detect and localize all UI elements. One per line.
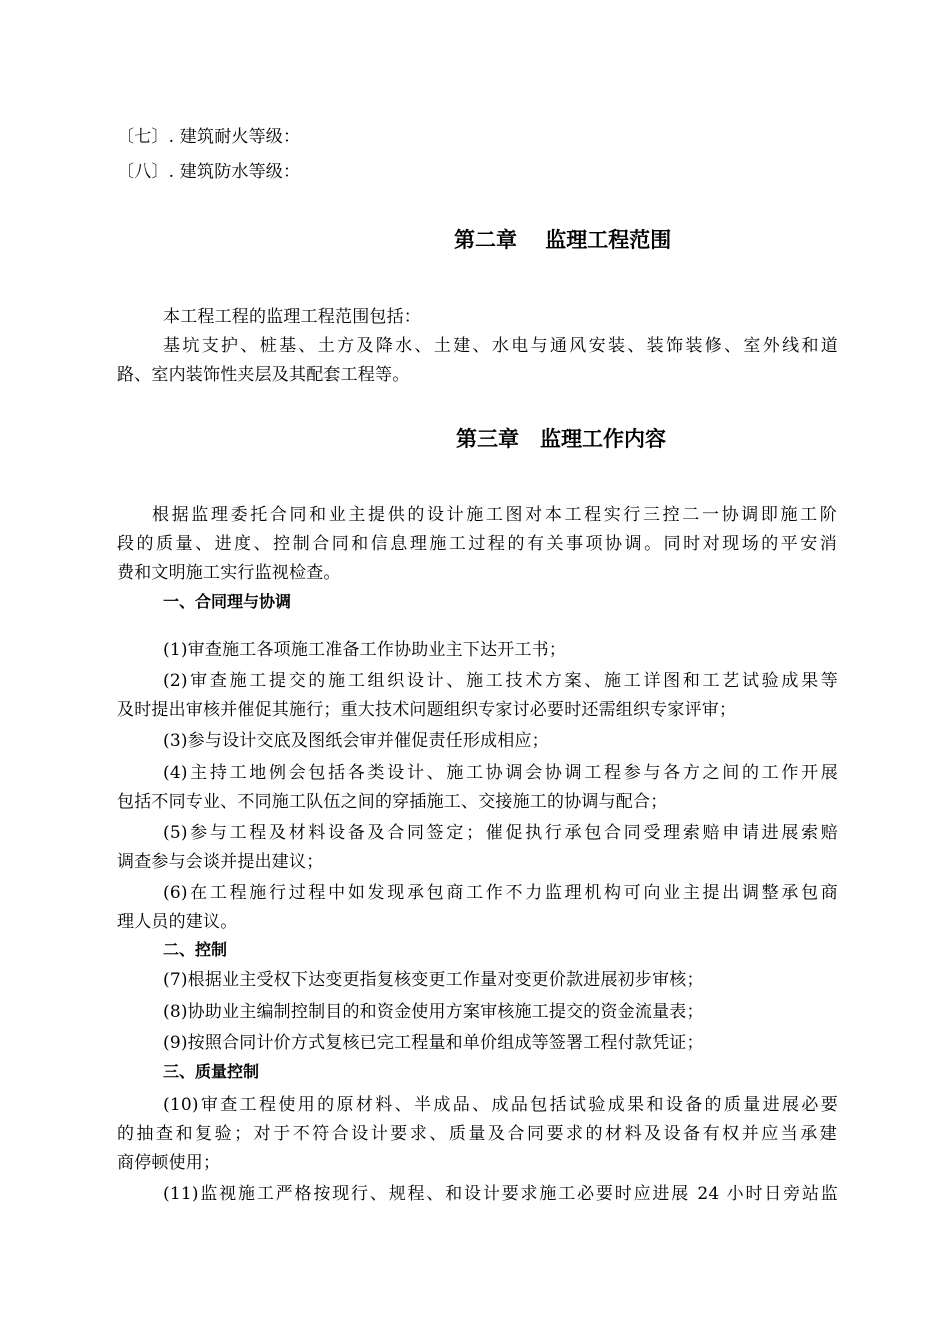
- chapter2-intro: 本工程工程的监理工程范围包括：: [163, 307, 421, 327]
- item-waterproof-rating: 〔八〕. 建筑防水等级：: [117, 162, 301, 182]
- para-5-line2: 调查参与会谈并提出建议；: [117, 852, 324, 872]
- para-10-line2: 的抽查和复验；对于不符合设计要求、质量及合同要求的材料及设备有权并应当承建: [117, 1124, 837, 1144]
- para-10-line1: (10)审查工程使用的原材料、半成品、成品包括试验成果和设备的质量进展必要: [163, 1095, 838, 1115]
- item-fire-rating: 〔七〕. 建筑耐火等级：: [117, 127, 301, 147]
- para-2-line1: (2)审查施工提交的施工组织设计、施工技术方案、施工详图和工艺试验成果等: [163, 671, 838, 691]
- para-3: (3)参与设计交底及图纸会审并催促责任形成相应；: [163, 731, 549, 751]
- para-5-line1: (5)参与工程及材料设备及合同签定；催促执行承包合同受理索赔申请进展索赔: [163, 823, 838, 843]
- section3-title: 三、质量控制: [163, 1062, 260, 1081]
- chapter2-scope-line1: 基坑支护、桩基、土方及降水、土建、水电与通风安装、装饰装修、室外线和道: [163, 336, 838, 356]
- section2-title: 二、控制: [163, 940, 228, 959]
- chapter2-scope-line2: 路、室内装饰性夹层及其配套工程等。: [117, 365, 410, 385]
- para-9: (9)按照合同计价方式复核已完工程量和单价组成等签署工程付款凭证；: [163, 1033, 704, 1053]
- para-1: (1)审查施工各项施工准备工作协助业主下达开工书；: [163, 640, 567, 660]
- para-8: (8)协助业主编制控制目的和资金使用方案审核施工提交的资金流量表；: [163, 1002, 704, 1022]
- chapter3-intro-line1: 根据监理委托合同和业主提供的设计施工图对本工程实行三控二一协调即施工阶: [152, 505, 837, 525]
- para-2-line2: 及时提出审核并催促其施行；重大技术问题组织专家讨必要时还需组织专家评审；: [117, 700, 737, 720]
- para-4-line2: 包括不同专业、不同施工队伍之间的穿插施工、交接施工的协调与配合；: [117, 792, 668, 812]
- para-7: (7)根据业主受权下达变更指复核变更工作量对变更价款进展初步审核；: [163, 970, 704, 990]
- para-6-line1: (6)在工程施行过程中如发现承包商工作不力监理机构可向业主提出调整承包商: [163, 883, 838, 903]
- chapter2-title: 第二章 监理工程范围: [454, 228, 672, 252]
- chapter3-intro-line2: 段的质量、进度、控制合同和信息理施工过程的有关事项协调。同时对现场的平安消: [117, 534, 837, 554]
- chapter3-intro-line3: 费和文明施工实行监视检查。: [117, 563, 341, 583]
- para-4-line1: (4)主持工地例会包括各类设计、施工协调会协调工程参与各方之间的工作开展: [163, 763, 838, 783]
- para-6-line2: 理人员的建议。: [117, 912, 238, 932]
- section1-title: 一、合同理与协调: [163, 592, 292, 611]
- para-10-line3: 商停顿使用；: [117, 1153, 221, 1173]
- para-11-line1: (11)监视施工严格按现行、规程、和设计要求施工必要时应进展 24 小时日旁站监: [163, 1184, 838, 1204]
- chapter3-title: 第三章 监理工作内容: [456, 427, 666, 451]
